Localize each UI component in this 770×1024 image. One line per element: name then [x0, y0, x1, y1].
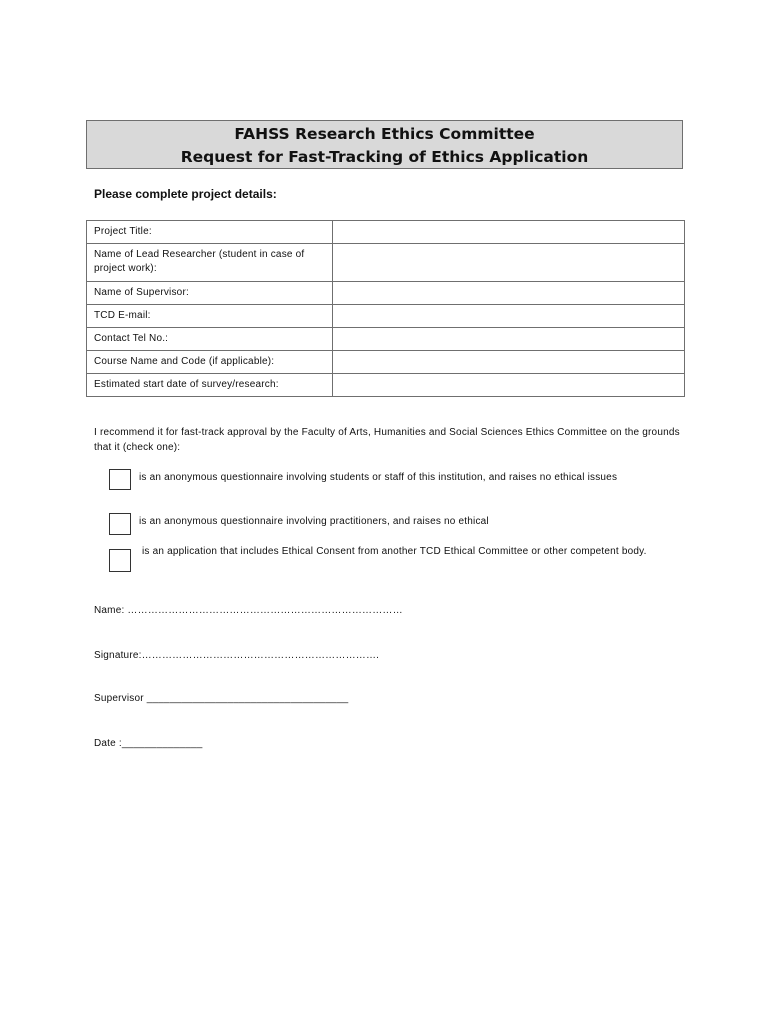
title-box	[86, 120, 683, 169]
supervisor-name-field[interactable]	[333, 282, 685, 305]
option-students-staff-label: is an anonymous questionnaire involving students or staff of this institution, and raises no ethical issues	[139, 472, 618, 483]
tcd-email-field[interactable]	[333, 305, 685, 328]
committee-title: FAHSS Research Ethics Committee	[234, 125, 535, 143]
lead-researcher-label: Name of Lead Researcher (student in case of project work):	[87, 244, 333, 282]
table-row	[87, 282, 685, 305]
option-ethical-consent-label: is an application that includes Ethical Consent from another TCD Ethical Committee or other competent body.	[139, 546, 647, 557]
lead-researcher-field[interactable]	[333, 244, 685, 282]
course-name-label: Course Name and Code (if applicable):	[87, 351, 333, 374]
supervisor-name-label: Name of Supervisor:	[87, 282, 333, 305]
supervisor-line[interactable]: Supervisor ___________________________________	[94, 693, 349, 704]
project-title-field[interactable]	[333, 221, 685, 244]
option-practitioners-checkbox[interactable]	[109, 513, 131, 535]
course-name-field[interactable]	[333, 351, 685, 374]
tcd-email-label: TCD E-mail:	[87, 305, 333, 328]
table-row	[87, 351, 685, 374]
name-line[interactable]: Name: ………………………………………………………………………	[94, 605, 403, 616]
form-title: Request for Fast-Tracking of Ethics Application	[180, 148, 589, 166]
option-students-staff-checkbox[interactable]	[109, 469, 131, 490]
start-date-label: Estimated start date of survey/research:	[87, 374, 333, 397]
contact-tel-label: Contact Tel No.:	[87, 328, 333, 351]
option-ethical-consent-checkbox[interactable]	[109, 549, 131, 572]
table-row	[87, 305, 685, 328]
table-row	[87, 374, 685, 397]
recommendation-text: I recommend it for fast-track approval by the Faculty of Arts, Humanities and Social Sciences Ethics Committee on the grounds that it (check one):	[94, 427, 680, 453]
signature-line[interactable]: Signature:…………………………………………………………….	[94, 650, 380, 661]
option-practitioners-label: is an anonymous questionnaire involving practitioners, and raises no ethical	[139, 516, 489, 527]
date-line[interactable]: Date :______________	[94, 738, 203, 749]
project-title-label: Project Title:	[87, 221, 333, 244]
table-row	[87, 221, 685, 244]
project-details-table	[86, 220, 685, 397]
contact-tel-field[interactable]	[333, 328, 685, 351]
table-row	[87, 328, 685, 351]
details-heading: Please complete project details:	[94, 187, 277, 201]
start-date-field[interactable]	[333, 374, 685, 397]
table-row	[87, 244, 685, 282]
